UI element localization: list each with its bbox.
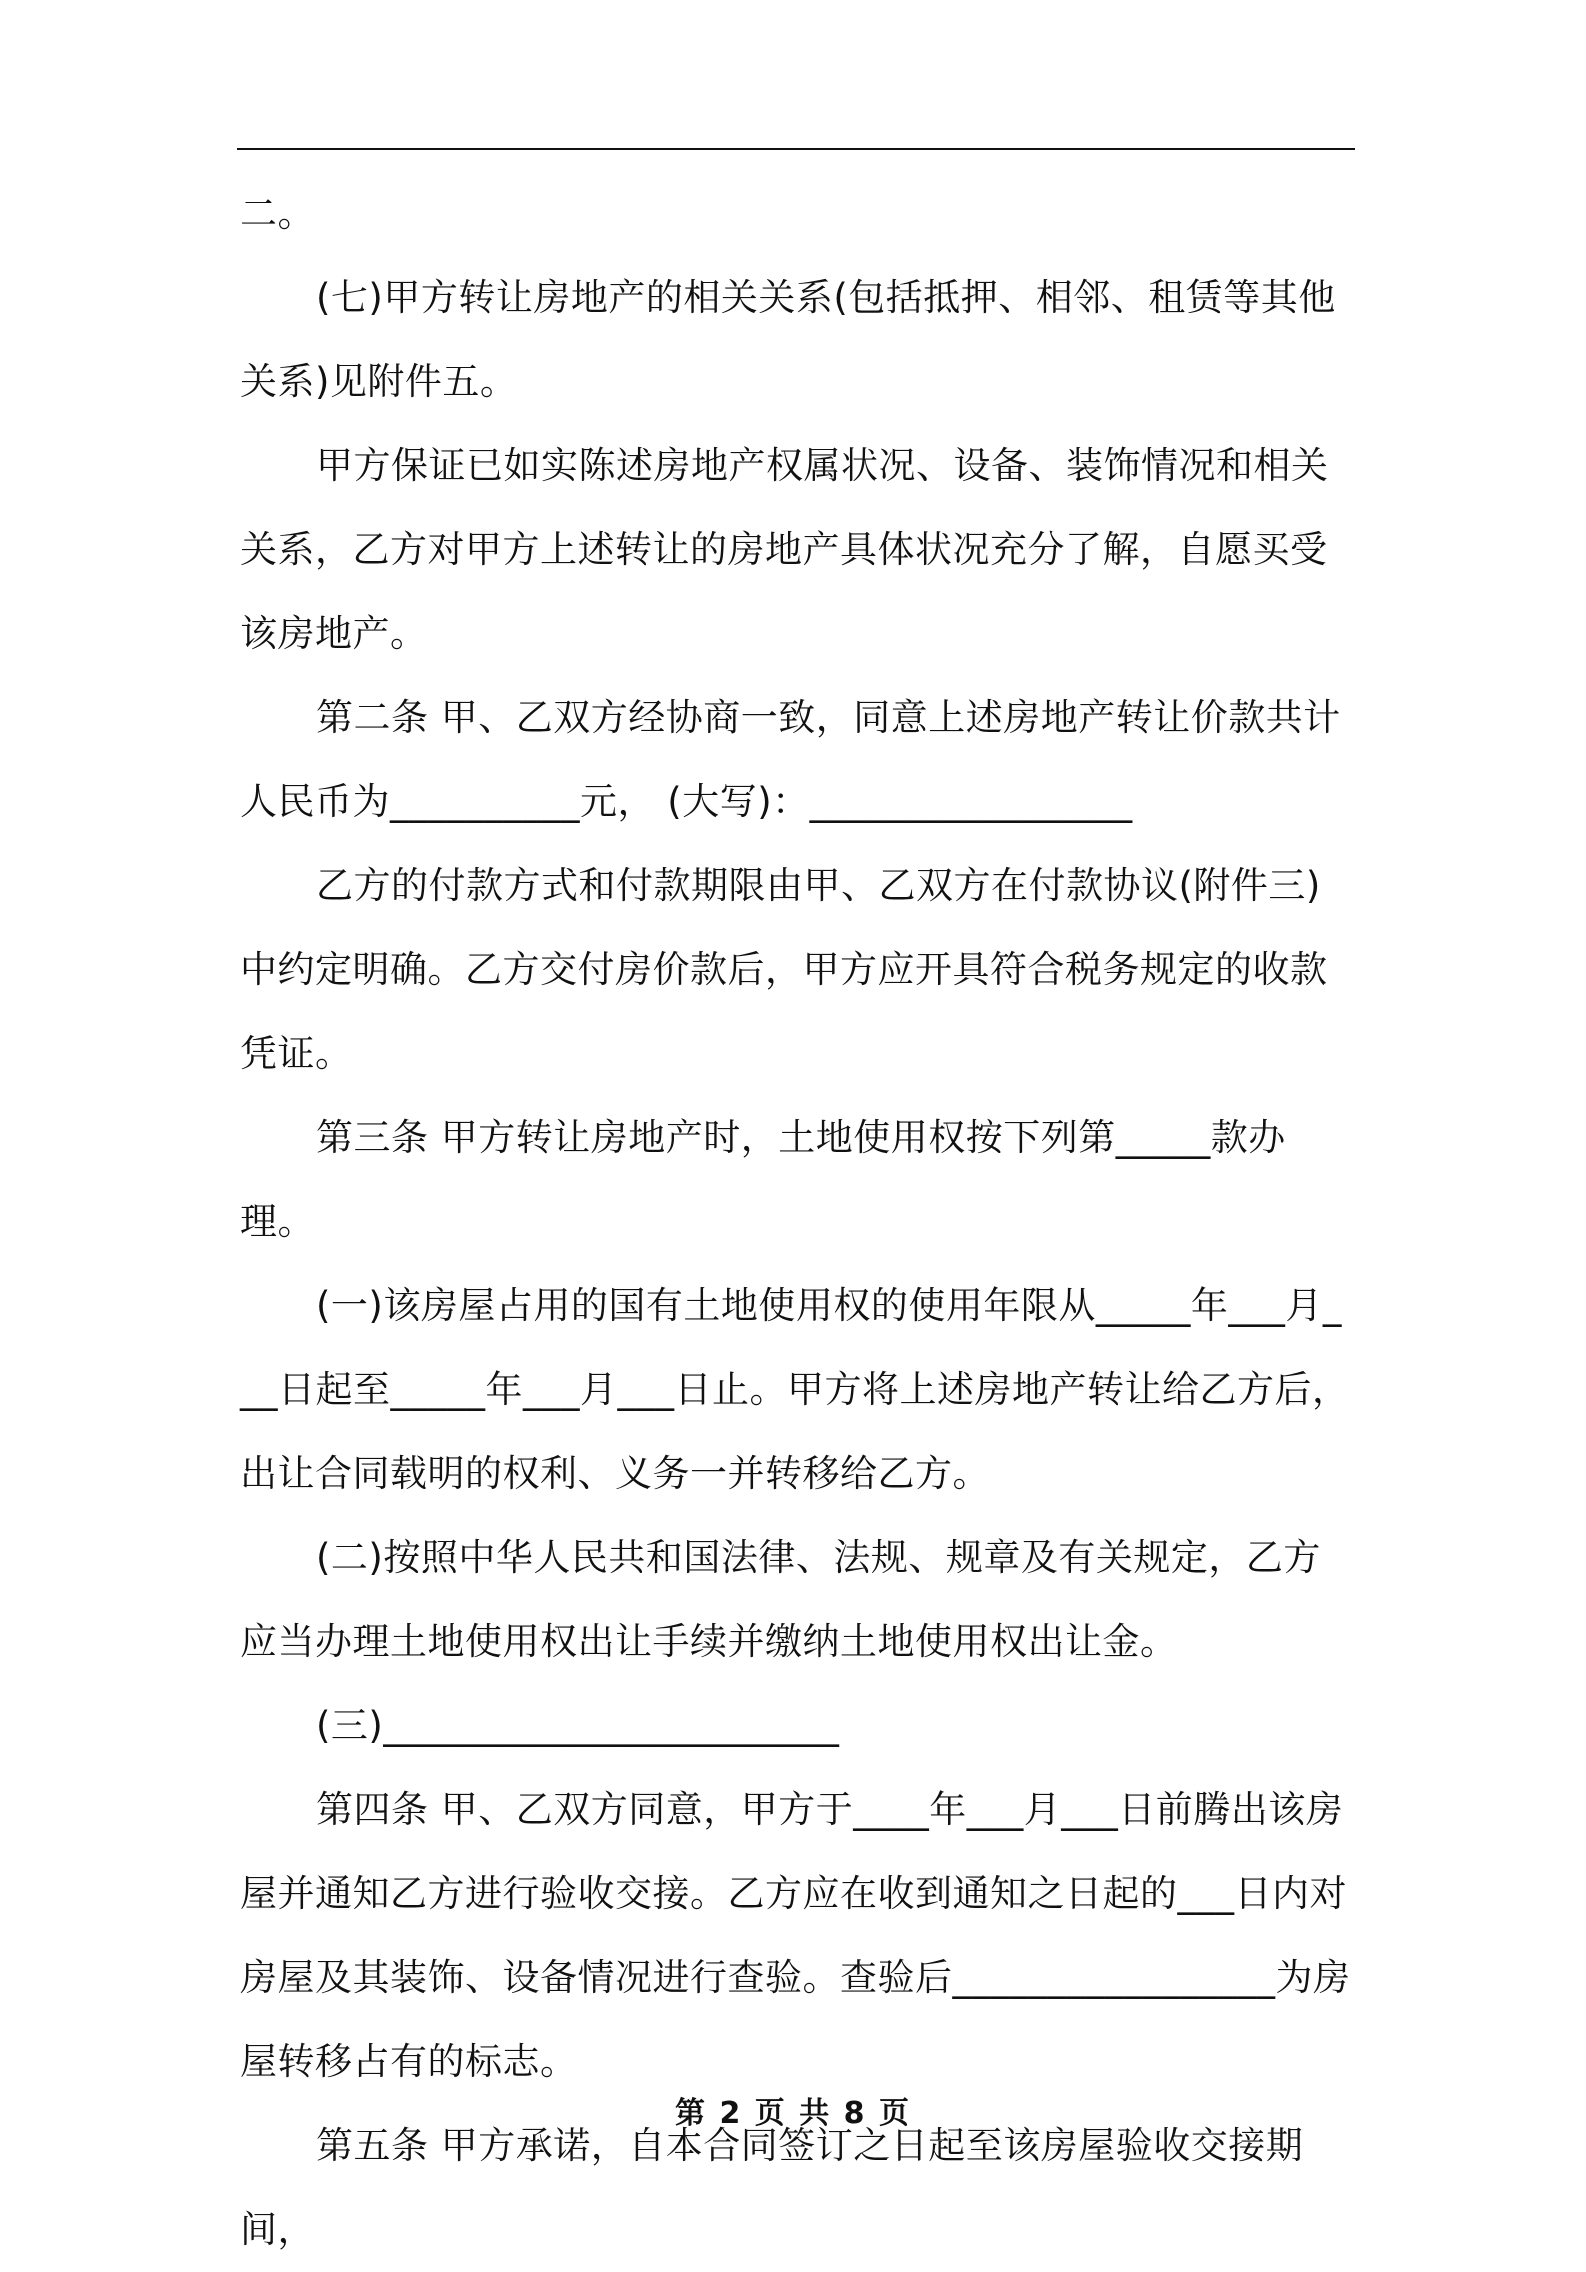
- document-body: [240, 172, 1358, 2272]
- header-rule: [237, 148, 1355, 150]
- paragraph-article-2: 第二条 甲、乙双方经协商一致，同意上述房地产转让价款共计人民币为__________元， (大写)：_________________: [240, 696, 1341, 823]
- paragraph-seller-guarantee: 甲方保证已如实陈述房地产权属状况、设备、装饰情况和相关关系，乙方对甲方上述转让的房地产具体状况充分了解，自愿买受该房地产。: [240, 444, 1329, 655]
- paragraph-continuation: 二。: [240, 192, 315, 235]
- paragraph-article-5: 第五条 甲方承诺，自本合同签订之日起至该房屋验收交接期间，: [240, 2124, 1304, 2251]
- paragraph-land-option-1: (一)该房屋占用的国有土地使用权的使用年限从_____年___月___日起至_____年___月___日止。甲方将上述房地产转让给乙方后，出让合同载明的权利、义务一并转移给乙方。: [240, 1284, 1350, 1495]
- paragraph-article-3: 第三条 甲方转让房地产时，土地使用权按下列第_____款办理。: [240, 1116, 1286, 1243]
- paragraph-land-option-3: (三)________________________: [316, 1704, 840, 1747]
- page-number: 第 2 页 共 8 页: [675, 2096, 911, 2131]
- paragraph-payment-method: 乙方的付款方式和付款期限由甲、乙双方在付款协议(附件三)中约定明确。乙方交付房价款后，甲方应开具符合税务规定的收款凭证。: [240, 864, 1328, 1075]
- paragraph-land-option-2: (二)按照中华人民共和国法律、法规、规章及有关规定，乙方应当办理土地使用权出让手续并缴纳土地使用权出让金。: [240, 1536, 1321, 1663]
- paragraph-clause-7: (七)甲方转让房地产的相关关系(包括抵押、相邻、租赁等其他关系)见附件五。: [240, 276, 1336, 403]
- paragraph-article-4: 第四条 甲、乙双方同意，甲方于____年___月___日前腾出该房屋并通知乙方进行验收交接。乙方应在收到通知之日起的___日内对房屋及其装饰、设备情况进行查验。查验后_________________为房屋转移占有的标志。: [240, 1788, 1351, 2083]
